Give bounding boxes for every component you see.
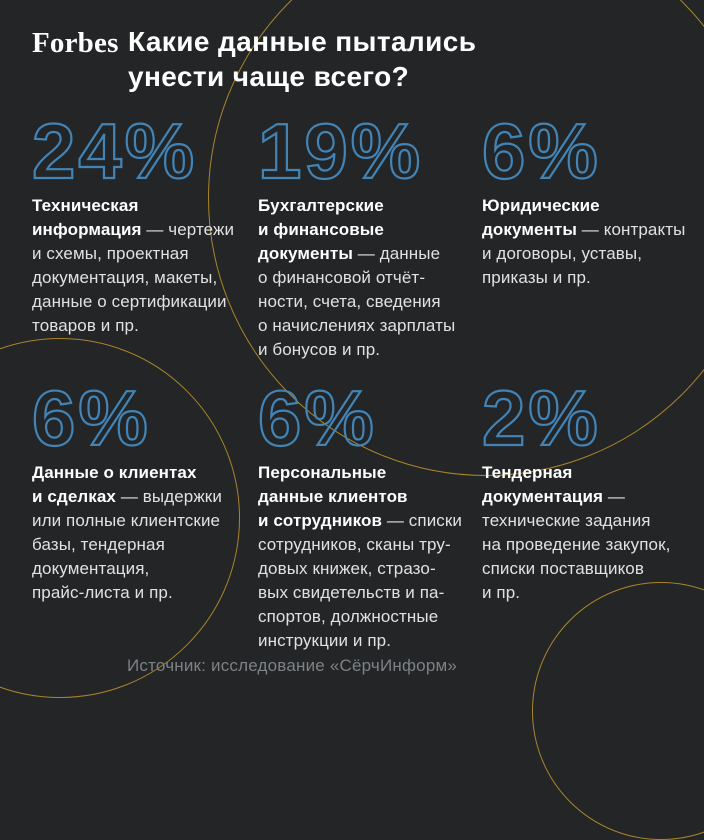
stat-description-line: и схемы, проектная: [32, 244, 189, 263]
stat-description-line: о начислениях зарплаты: [258, 316, 456, 335]
stat-description-line: технические задания: [482, 511, 651, 530]
stat-description: [32, 194, 258, 338]
stat-description-line: ности, счета, сведения: [258, 292, 441, 311]
stats-row-bottom: [32, 374, 678, 653]
stat-percentage: 19%: [258, 107, 424, 195]
stat-description-line: и сотрудников — списки: [258, 511, 463, 530]
stat-description: [482, 194, 686, 290]
stat-percentage: 2%: [482, 374, 601, 462]
stat-description-line: вых свидетельств и па-: [258, 583, 445, 602]
stat-description-line: и пр.: [482, 583, 521, 602]
stat-card: [258, 107, 482, 362]
stat-description-line: или полные клиентские: [32, 511, 221, 530]
stat-card: [482, 374, 678, 653]
stat-percentage: 24%: [32, 107, 198, 195]
stat-description-line: списки поставщиков: [482, 559, 644, 578]
stat-card: [482, 107, 686, 362]
stat-description-line: и договоры, уставы,: [482, 244, 643, 263]
stat-description: [482, 461, 678, 605]
stat-percentage: 6%: [32, 374, 151, 462]
stat-description-line: Бухгалтерские: [258, 196, 384, 215]
page-title-line2: унести чаще всего?: [128, 61, 410, 92]
stat-description-line: информация — чертежи: [32, 220, 235, 239]
stat-description-line: документация,: [32, 559, 150, 578]
stat-description-line: и финансовые: [258, 220, 384, 239]
forbes-logo: Forbes: [32, 27, 119, 59]
stat-card: [32, 374, 258, 653]
stat-description-line: прайс-листа и пр.: [32, 583, 173, 602]
stat-description: [258, 461, 482, 653]
stat-description-line: данные о сертификации: [32, 292, 227, 311]
stat-description-line: Тендерная: [482, 463, 573, 482]
page-title-line1: Какие данные пытались: [128, 26, 477, 57]
stat-card: [32, 107, 258, 362]
stat-description-line: Техническая: [32, 196, 139, 215]
stat-percentage: 6%: [258, 374, 377, 462]
stat-description: [32, 461, 258, 605]
stat-card: [258, 374, 482, 653]
stat-description-line: о финансовой отчёт-: [258, 268, 426, 287]
stat-description-line: документы — данные: [258, 244, 441, 263]
stat-description-line: инструкции и пр.: [258, 631, 392, 650]
page-title: [128, 24, 476, 94]
stats-row-top: [32, 107, 686, 362]
stat-description-line: Данные о клиентах: [32, 463, 197, 482]
stat-description-line: спортов, должностные: [258, 607, 439, 626]
stat-percentage: 6%: [482, 107, 601, 195]
stat-description-line: сотрудников, сканы тру-: [258, 535, 451, 554]
stat-description-line: товаров и пр.: [32, 316, 139, 335]
stat-description-line: и бонусов и пр.: [258, 340, 381, 359]
stat-description-line: документы — контракты: [482, 220, 686, 239]
stat-description-line: данные клиентов: [258, 487, 408, 506]
stat-description-line: на проведение закупок,: [482, 535, 671, 554]
stat-description-line: базы, тендерная: [32, 535, 165, 554]
source-caption: Источник: исследование «СёрчИнформ»: [127, 656, 458, 675]
stat-description-line: довых книжек, стразо-: [258, 559, 436, 578]
stat-description-line: Персональные: [258, 463, 387, 482]
stat-description-line: документация, макеты,: [32, 268, 218, 287]
stat-description: [258, 194, 482, 362]
stat-description-line: Юридические: [482, 196, 600, 215]
stat-description-line: и сделках — выдержки: [32, 487, 222, 506]
stat-description-line: приказы и пр.: [482, 268, 591, 287]
stat-description-line: документация —: [482, 487, 625, 506]
